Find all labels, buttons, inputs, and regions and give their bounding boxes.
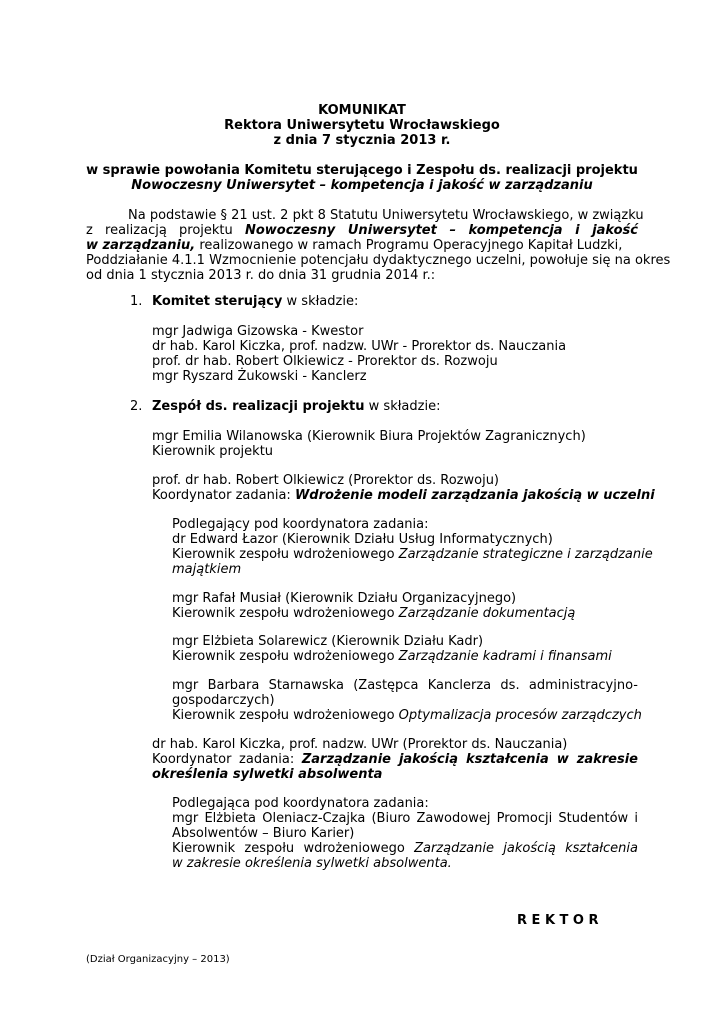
coordinator-1-name: prof. dr hab. Robert Olkiewicz (Prorektor ds. Rozwoju) bbox=[152, 473, 500, 488]
coordinator-2-task-continued: określenia sylwetki absolwenta bbox=[152, 767, 383, 782]
subordinate-5-name-continued: Absolwentów – Biuro Karier) bbox=[172, 826, 355, 841]
subordinate-4-role-prefix: Kierownik zespołu wdrożeniowego bbox=[172, 708, 395, 723]
intro-line-2 bbox=[86, 223, 638, 238]
coordinator-2-role-prefix: Koordynator zadania: bbox=[152, 752, 295, 767]
section-2-title: Zespół ds. realizacji projektu bbox=[152, 399, 365, 414]
subordinate-2-role-prefix: Kierownik zespołu wdrożeniowego bbox=[172, 606, 395, 621]
coordinator-1-role-prefix: Koordynator zadania: bbox=[152, 488, 291, 503]
subordinate-2-role bbox=[172, 606, 575, 621]
committee-member: mgr Jadwiga Gizowska - Kwestor bbox=[152, 324, 364, 339]
committee-member: mgr Ryszard Żukowski - Kanclerz bbox=[152, 369, 367, 384]
subordinate-4-name: mgr Barbara Starnawska (Zastępca Kanclerza ds. administracyjno- bbox=[172, 678, 638, 693]
document-title: KOMUNIKAT bbox=[318, 103, 406, 118]
section-1-suffix: w składzie: bbox=[286, 294, 359, 309]
coordinator-2-name: dr hab. Karol Kiczka, prof. nadzw. UWr (Prorektor ds. Nauczania) bbox=[152, 737, 568, 752]
subordinate-1-task-continued: majątkiem bbox=[172, 562, 242, 577]
section-2-heading bbox=[152, 399, 440, 414]
subordinate-2-task: Zarządzanie dokumentacją bbox=[398, 606, 576, 621]
subject-line-1: w sprawie powołania Komitetu sterującego i Zespołu ds. realizacji projektu bbox=[86, 163, 638, 178]
subordinate-4-task: Optymalizacja procesów zarządczych bbox=[398, 708, 642, 723]
subordinate-1-task: Zarządzanie strategiczne i zarządzanie bbox=[398, 547, 653, 562]
intro-line-5: od dnia 1 stycznia 2013 r. do dnia 31 grudnia 2014 r.: bbox=[86, 268, 436, 283]
coordinator-1-task: Wdrożenie modeli zarządzania jakością w uczelni bbox=[294, 488, 655, 503]
subordinate-1-role bbox=[172, 547, 653, 562]
subordinate-2-name: mgr Rafał Musiał (Kierownik Działu Organizacyjnego) bbox=[172, 591, 517, 606]
subordinate-4-role bbox=[172, 708, 642, 723]
coordinator-2-task: Zarządzanie jakością kształcenia w zakresie bbox=[301, 752, 638, 767]
document-date: z dnia 7 stycznia 2013 r. bbox=[273, 133, 451, 148]
section-2-suffix: w składzie: bbox=[368, 399, 441, 414]
intro-line-3 bbox=[86, 238, 622, 253]
coordinator-1-sub-label: Podlegający pod koordynatora zadania: bbox=[172, 517, 429, 532]
committee-member: prof. dr hab. Robert Olkiewicz - Prorektor ds. Rozwoju bbox=[152, 354, 498, 369]
intro-line-4: Poddziałanie 4.1.1 Wzmocnienie potencjału dydaktycznego uczelni, powołuje się na okres bbox=[86, 253, 671, 268]
subordinate-4-name-continued: gospodarczych) bbox=[172, 693, 275, 708]
project-name-part1: Nowoczesny Uniwersytet – kompetencja i jakość bbox=[244, 223, 638, 238]
coordinator-1-role bbox=[152, 488, 655, 503]
subordinate-5-role bbox=[172, 841, 638, 856]
coordinator-2-role bbox=[152, 752, 638, 767]
project-name-part2: w zarządzaniu, bbox=[86, 238, 196, 253]
project-manager-role: Kierownik projektu bbox=[152, 444, 274, 459]
signature: R E K T O R bbox=[517, 913, 599, 928]
section-1-title: Komitet sterujący bbox=[152, 294, 283, 309]
subordinate-3-role bbox=[172, 649, 612, 664]
subordinate-1-role-prefix: Kierownik zespołu wdrożeniowego bbox=[172, 547, 395, 562]
document-subtitle: Rektora Uniwersytetu Wrocławskiego bbox=[224, 118, 500, 133]
subordinate-5-task: Zarządzanie jakością kształcenia bbox=[414, 841, 638, 856]
section-1-number: 1. bbox=[130, 294, 143, 309]
section-2-number: 2. bbox=[130, 399, 143, 414]
subordinate-3-name: mgr Elżbieta Solarewicz (Kierownik Działu Kadr) bbox=[172, 634, 484, 649]
subject-line-2: Nowoczesny Uniwersytet – kompetencja i jakość w zarządzaniu bbox=[131, 178, 593, 193]
subordinate-3-role-prefix: Kierownik zespołu wdrożeniowego bbox=[172, 649, 395, 664]
subordinate-5-name: mgr Elżbieta Oleniacz-Czajka (Biuro Zawodowej Promocji Studentów i bbox=[172, 811, 638, 826]
coordinator-2-sub-label: Podlegająca pod koordynatora zadania: bbox=[172, 796, 429, 811]
intro-line-1: Na podstawie § 21 ust. 2 pkt 8 Statutu Uniwersytetu Wrocławskiego, w związku bbox=[128, 208, 644, 223]
committee-member: dr hab. Karol Kiczka, prof. nadzw. UWr - Prorektor ds. Nauczania bbox=[152, 339, 567, 354]
subordinate-3-task: Zarządzanie kadrami i finansami bbox=[398, 649, 612, 664]
subordinate-1-name: dr Edward Łazor (Kierownik Działu Usług Informatycznych) bbox=[172, 532, 553, 547]
intro-line-2-start: z realizacją projektu bbox=[86, 223, 233, 238]
intro-line-3-rest: realizowanego w ramach Programu Operacyjnego Kapitał Ludzki, bbox=[199, 238, 623, 253]
subordinate-5-role-prefix: Kierownik zespołu wdrożeniowego bbox=[172, 841, 405, 856]
footer-note: (Dział Organizacyjny – 2013) bbox=[86, 954, 230, 965]
subordinate-5-task-continued: w zakresie określenia sylwetki absolwenta. bbox=[172, 856, 452, 871]
project-manager-name: mgr Emilia Wilanowska (Kierownik Biura Projektów Zagranicznych) bbox=[152, 429, 586, 444]
section-1-heading bbox=[152, 294, 358, 309]
